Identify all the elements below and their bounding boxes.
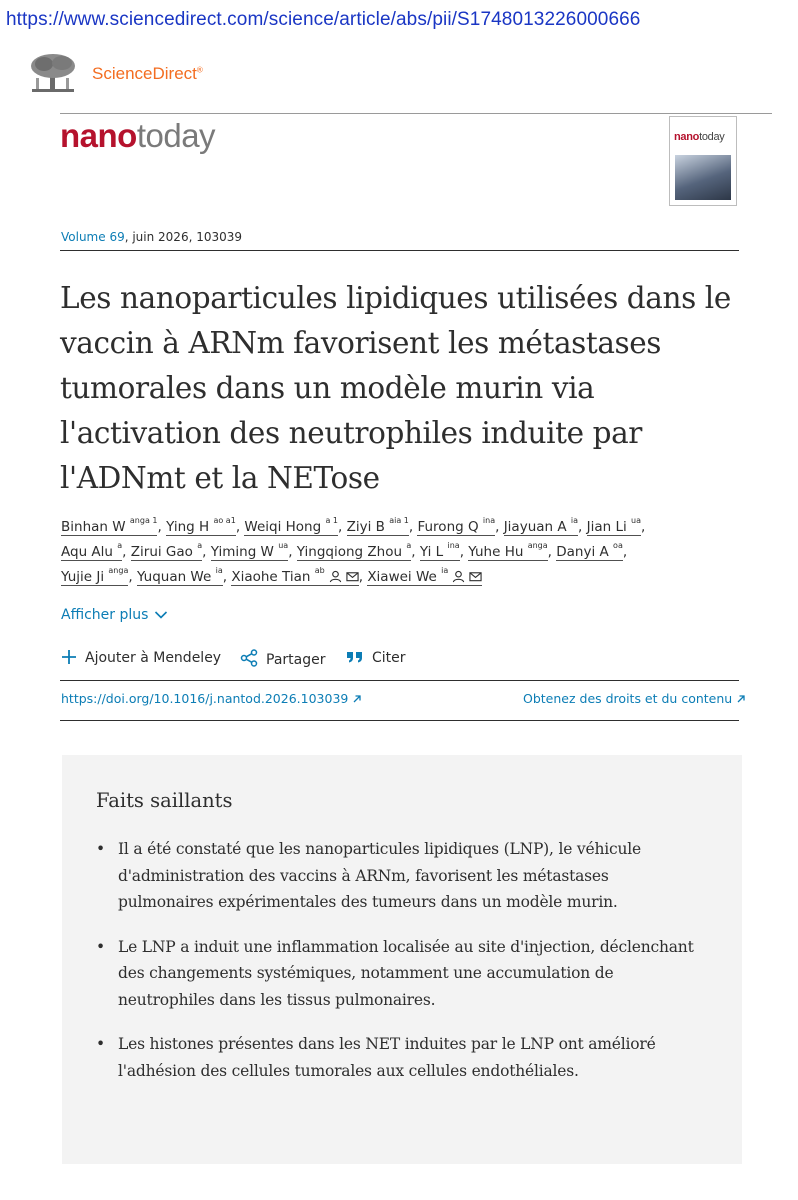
corresponding-author-link[interactable]: Xiaohe Tian $^{ab}$ bbox=[231, 569, 358, 586]
doi-link[interactable] bbox=[61, 691, 362, 706]
plus-icon bbox=[61, 649, 77, 665]
doi-divider bbox=[60, 720, 739, 721]
author-link[interactable]: Zirui Gao $^a$ bbox=[130, 541, 203, 560]
mendeley-label: Ajouter à Mendeley bbox=[85, 650, 222, 666]
journal-name-nano: nano bbox=[60, 117, 137, 154]
author-link[interactable]: Yujie Ji $^{anga}$ bbox=[61, 566, 129, 585]
journal-title-link[interactable] bbox=[60, 116, 215, 156]
author-link[interactable]: Furong Q $^{ina}$ bbox=[417, 516, 496, 535]
highlights-panel bbox=[62, 755, 742, 1164]
cover-image bbox=[675, 155, 731, 200]
highlight-item: • Il a été constaté que les nanoparticules lipidiques (LNP), le véhicule d'administration des vaccins à ARNm, favorisent les métastases pulmonaires expérimentales des tumeurs dans un modèle murin. bbox=[96, 836, 696, 916]
author-link[interactable]: Aqu Alu $^a$ bbox=[61, 541, 123, 560]
author-link[interactable]: Yi L $^{ina}$ bbox=[419, 541, 460, 560]
share-label: Partager bbox=[266, 652, 326, 668]
author-link[interactable]: Yuquan We $^{ia}$ bbox=[136, 566, 223, 585]
issue-info: , juin 2026, 103039 bbox=[124, 230, 243, 244]
title-divider-top bbox=[60, 250, 739, 251]
cite-button[interactable] bbox=[346, 649, 406, 666]
site-name: ScienceDirect bbox=[92, 64, 197, 83]
show-more-button[interactable] bbox=[61, 607, 168, 623]
person-icon bbox=[329, 570, 342, 583]
author-link[interactable]: Danyi A $^{oa}$ bbox=[556, 541, 623, 560]
elsevier-tree-logo[interactable] bbox=[28, 52, 78, 94]
journal-name-today: today bbox=[136, 117, 216, 154]
actions-divider bbox=[60, 680, 739, 681]
author-link[interactable]: Jian Li $^{ua}$ bbox=[586, 516, 642, 535]
author-link[interactable]: Yingqiong Zhou $^a$ bbox=[296, 541, 412, 560]
volume-line bbox=[61, 230, 242, 244]
quote-icon bbox=[346, 649, 364, 665]
header-divider bbox=[60, 113, 772, 114]
envelope-icon bbox=[346, 570, 359, 583]
registered-mark: ® bbox=[196, 65, 203, 75]
cover-title-today: today bbox=[699, 131, 725, 143]
author-link[interactable]: Ying H $^{ao a1}$ bbox=[166, 516, 236, 535]
author-link[interactable]: Yuhe Hu $^{anga}$ bbox=[468, 541, 548, 560]
highlights-heading: Faits saillants bbox=[96, 789, 233, 812]
external-link-icon bbox=[352, 694, 362, 704]
author-link[interactable]: Binhan W $^{anga 1}$ bbox=[61, 516, 158, 535]
rights-label: Obtenez des droits et du contenu bbox=[523, 691, 733, 706]
sciencedirect-logo[interactable] bbox=[92, 64, 203, 84]
author-list: Binhan W $^{anga 1}$, Ying H $^{ao a1}$, Weiqi Hong $^{a 1}$, Ziyi B $^{aia 1}$, Furong Q $^{ina}$, Jiayuan A $^{ia}$, Jian Li $^{ua}$, Aqu Alu $^a$, Zirui Gao $^a$, Yiming W $^{ua}$, Yingqiong Zhou $^a$, Yi L $^{ina}$, Yuhe Hu $^{anga}$, Danyi A $^{oa}$, Yujie Ji $^{anga}$, Yuquan We $^{ia}$, Xiaohe Tian $^{ab}$ , Xiawei We $^{ia}$ bbox=[61, 516, 646, 585]
cover-title bbox=[674, 131, 725, 143]
chevron-down-icon bbox=[154, 610, 168, 620]
add-to-mendeley-button[interactable] bbox=[61, 649, 221, 666]
share-button[interactable] bbox=[240, 649, 325, 668]
browser-url[interactable]: https://www.sciencedirect.com/science/article/abs/pii/S1748013226000666 bbox=[6, 9, 641, 30]
external-link-icon bbox=[736, 694, 746, 704]
author-link[interactable]: Ziyi B $^{aia 1}$ bbox=[346, 516, 409, 535]
volume-link[interactable]: Volume 69 bbox=[61, 230, 125, 244]
corresponding-author-link[interactable]: Xiawei We $^{ia}$ bbox=[367, 569, 482, 586]
rights-link[interactable] bbox=[523, 691, 746, 706]
envelope-icon bbox=[469, 570, 482, 583]
journal-cover-thumbnail[interactable] bbox=[669, 116, 737, 206]
article-title: Les nanoparticules lipidiques utilisées dans le vaccin à ARNm favorisent les métastases tumorales dans un modèle murin via l'activation des neutrophiles induite par l'ADNmt et la NETose bbox=[60, 281, 731, 495]
highlight-item: • Les histones présentes dans les NET induites par le LNP ont amélioré l'adhésion des cellules tumorales aux cellules endothéliales. bbox=[96, 1031, 696, 1084]
doi-label: https://doi.org/10.1016/j.nantod.2026.103039 bbox=[61, 691, 349, 706]
author-link[interactable]: Jiayuan A $^{ia}$ bbox=[503, 516, 579, 535]
cite-label: Citer bbox=[372, 650, 406, 666]
cover-title-nano: nano bbox=[674, 131, 700, 143]
highlight-item: • Le LNP a induit une inflammation localisée au site d'injection, déclenchant des changements systémiques, notamment une accumulation de neutrophiles dans les tissus pulmonaires. bbox=[96, 934, 696, 1014]
person-icon bbox=[452, 570, 465, 583]
show-more-label: Afficher plus bbox=[61, 607, 149, 623]
author-link[interactable]: Yiming W $^{ua}$ bbox=[210, 541, 289, 560]
highlights-list bbox=[96, 836, 696, 1102]
share-icon bbox=[240, 649, 258, 667]
author-link[interactable]: Weiqi Hong $^{a 1}$ bbox=[244, 516, 339, 535]
